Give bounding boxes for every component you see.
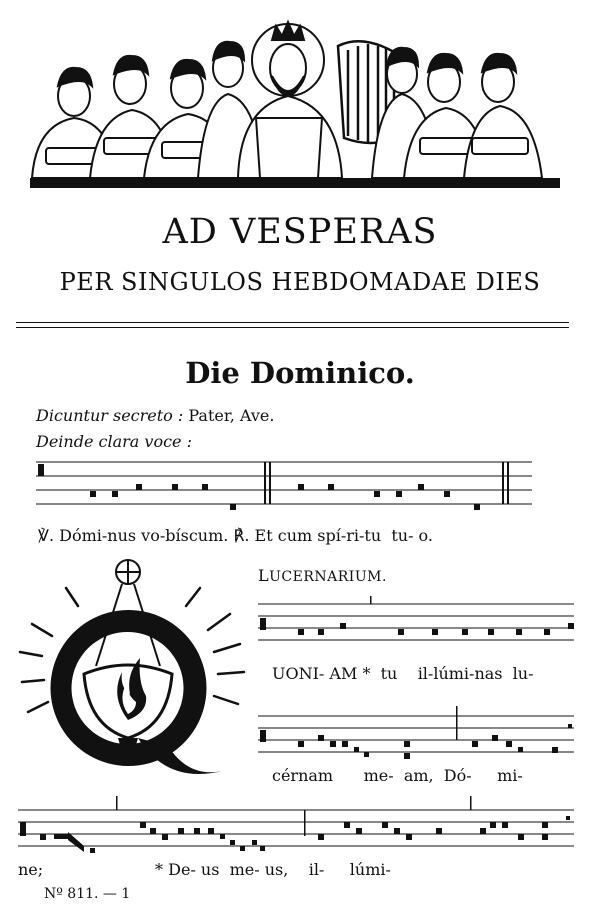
- page-title: AD VESPERAS: [162, 212, 438, 252]
- c-clef-icon: [260, 618, 266, 630]
- c-clef-icon: [38, 464, 44, 476]
- lucernarium-rest: UCERNARIUM.: [269, 569, 387, 585]
- chant-lyric-line-2: cérnam me- am, Dó- mi-: [272, 766, 523, 785]
- rubric-text: Pater, Ave.: [188, 406, 275, 425]
- rubric-line-2: Deinde clara voce :: [36, 432, 192, 451]
- chant-staff: [18, 796, 574, 860]
- section-heading: Die Dominico.: [185, 356, 415, 390]
- rubric-italic: Dicuntur secreto :: [36, 406, 184, 425]
- page-subtitle: PER SINGULOS HEBDOMADAE DIES: [59, 268, 541, 296]
- lucernarium-first-letter: L: [258, 566, 270, 585]
- divider-rule: [16, 327, 569, 328]
- choir-boy-figure: [464, 54, 542, 178]
- chant-staff: [36, 458, 532, 514]
- chant-lyric-line-3: ne; * De- us me- us, il- lúmi-: [18, 860, 391, 879]
- king-david-figure: [238, 22, 342, 178]
- chant-lyric-line-1: UONI- AM * tu il-lúmi-nas lu-: [272, 664, 534, 683]
- page-footer: Nº 811. — 1: [44, 886, 131, 902]
- rubric-line-1: [36, 406, 274, 425]
- illuminated-initial-q: [18, 556, 250, 806]
- divider-rule: [16, 322, 569, 323]
- lucernarium-heading: [258, 566, 387, 585]
- choir-illustration: [22, 10, 562, 192]
- chant-staff: [258, 596, 574, 646]
- c-clef-icon: [260, 730, 266, 742]
- c-clef-icon: [20, 822, 26, 836]
- chant-staff: [258, 706, 574, 762]
- versicle-lyric: ℣. Dómi-nus vo-bíscum. ℟. Et cum spí-ri-tu tu- o.: [38, 526, 433, 545]
